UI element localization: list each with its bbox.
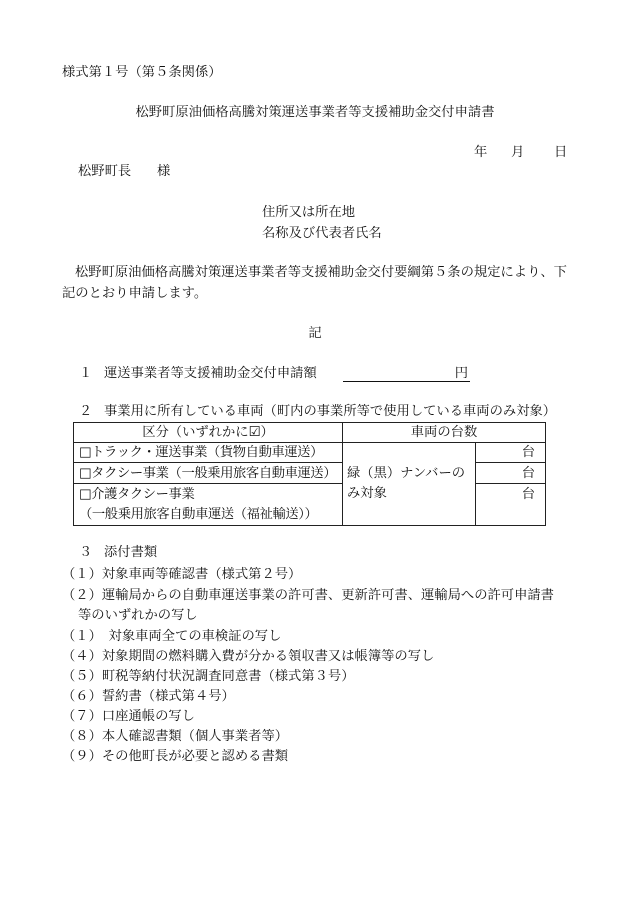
- address-label: 住所又は所在地: [262, 205, 356, 220]
- list-item: （７）口座通帳の写し: [62, 709, 195, 724]
- section-number: ３: [79, 545, 93, 560]
- category-label: タクシー事業（一般乗用旅客自動車運送）: [91, 465, 337, 481]
- vehicle-count-cell: [476, 443, 546, 463]
- amount-unit: 円: [454, 366, 468, 381]
- body-line: 松野町原油価格高騰対策運送事業者等支援補助金交付要綱第５条の規定により、下: [75, 265, 567, 280]
- list-item-continuation: 等のいずれかの写し: [78, 608, 198, 623]
- vehicle-count-cell: [476, 484, 546, 526]
- table-row: [74, 443, 546, 463]
- plate-note-line: み対象: [347, 486, 387, 501]
- table-header-row: [74, 423, 546, 443]
- date-day-label: 日: [554, 145, 568, 160]
- body-line: 記のとおり申請します。: [62, 286, 208, 301]
- name-label: 名称及び代表者氏名: [262, 226, 382, 241]
- form-number: 様式第１号（第５条関係）: [62, 65, 222, 80]
- list-item: （１）対象車両等確認書（様式第２号）: [62, 567, 302, 582]
- vehicle-table: [73, 422, 546, 526]
- document-title: 松野町原油価格高騰対策運送事業者等支援補助金交付申請書: [135, 105, 495, 120]
- category-cell-care-taxi: [74, 484, 343, 526]
- checkbox: □: [79, 445, 92, 460]
- unit-label: 台: [521, 487, 536, 502]
- vehicle-count-cell: [476, 463, 546, 484]
- category-label: トラック・運送事業（貨物自動車運送）: [91, 445, 324, 460]
- unit-label: 台: [521, 465, 536, 481]
- table-row: [74, 463, 546, 484]
- checkbox: □: [79, 465, 92, 481]
- addressee-honorific: 様: [157, 164, 171, 179]
- section-number: ２: [79, 404, 93, 419]
- checkbox: □: [79, 487, 92, 502]
- table-row: [74, 484, 546, 526]
- list-item: （６）誓約書（様式第４号）: [62, 689, 235, 704]
- list-item: （４）対象期間の燃料購入費が分かる領収書又は帳簿等の写し: [62, 649, 435, 664]
- list-item: （９）その他町長が必要と認める書類: [62, 749, 289, 764]
- amount-field: [343, 366, 470, 382]
- section-label: 運送事業者等支援補助金交付申請額: [104, 366, 317, 381]
- ki-heading: 記: [308, 326, 322, 341]
- plate-note-line: 緑（黒）ナンバーの: [347, 466, 466, 481]
- category-cell-truck: [74, 443, 343, 463]
- list-item: （２）運輸局からの自動車運送事業の許可書、更新許可書、運輸局への許可申請書: [62, 588, 554, 603]
- category-label: 介護タクシー事業: [91, 487, 195, 502]
- unit-label: 台: [521, 445, 536, 460]
- section-label: 添付書類: [104, 545, 158, 560]
- header-vehicle-count: 車両の台数: [343, 423, 546, 443]
- section-number: １: [79, 366, 93, 381]
- list-item: （５）町税等納付状況調査同意書（様式第３号）: [62, 669, 355, 684]
- list-item: （８）本人確認書類（個人事業者等）: [62, 729, 289, 744]
- section-label: 事業用に所有している車両（町内の事業所等で使用している車両のみ対象）: [104, 404, 557, 419]
- date-month-label: 月: [511, 145, 525, 160]
- category-sub-label: （一般乗用旅客自動車運送（福祉輸送））: [79, 507, 318, 522]
- date-year-label: 年: [474, 145, 488, 160]
- category-cell-taxi: [74, 463, 343, 484]
- header-category: 区分（いずれかに☑）: [74, 423, 343, 443]
- plate-note-cell: [343, 443, 476, 526]
- list-item: （１） 対象車両全ての車検証の写し: [62, 629, 282, 644]
- addressee-name: 松野町長: [78, 164, 132, 179]
